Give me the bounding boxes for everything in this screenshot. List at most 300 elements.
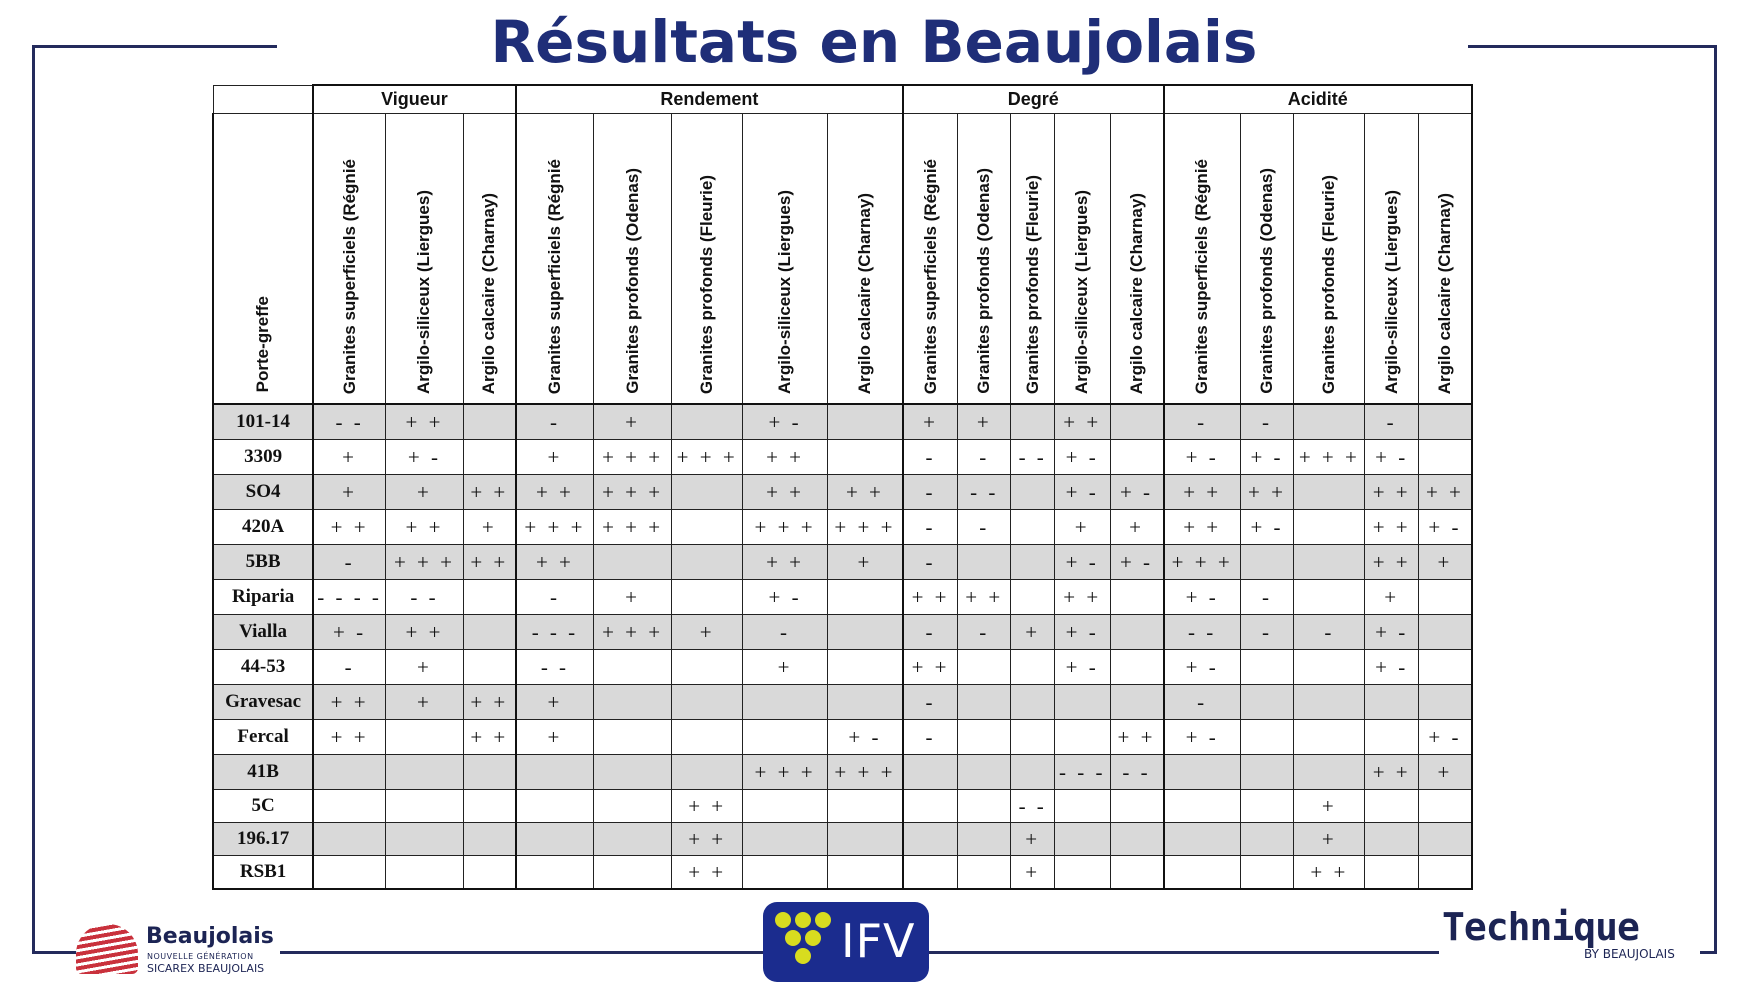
table-cell: + +	[743, 545, 828, 580]
table-cell	[1294, 545, 1365, 580]
group-header: Vigueur	[313, 85, 516, 114]
table-cell: + +	[1294, 856, 1365, 890]
table-cell	[1011, 580, 1054, 615]
table-cell	[903, 790, 958, 823]
table-cell: -	[958, 510, 1011, 545]
rootstock-name: 5BB	[213, 545, 313, 580]
column-header	[1164, 114, 1241, 405]
column-header	[516, 114, 594, 405]
table-cell: -	[903, 545, 958, 580]
table-cell: + -	[1418, 510, 1472, 545]
table-cell: + -	[1164, 440, 1241, 475]
table-cell: + +	[827, 475, 903, 510]
table-cell	[386, 790, 464, 823]
table-cell: + -	[1054, 475, 1110, 510]
table-cell	[672, 580, 743, 615]
table-cell: +	[958, 404, 1011, 440]
column-header-row	[213, 114, 1472, 405]
frame-left	[32, 45, 35, 954]
table-cell	[463, 650, 515, 685]
results-table	[212, 84, 1473, 890]
table-cell	[827, 856, 903, 890]
table-cell	[594, 823, 672, 856]
table-cell	[1240, 755, 1293, 790]
column-header	[386, 114, 464, 405]
table-cell: + -	[743, 404, 828, 440]
column-header-label: Granites superficiels (Régnié	[1192, 158, 1212, 394]
column-header	[313, 114, 385, 405]
table-cell	[827, 790, 903, 823]
table-cell: - - -	[516, 615, 594, 650]
beaujolais-logo	[76, 920, 276, 978]
column-header-label: Granites profonds (Odenas)	[622, 168, 642, 394]
column-header	[1054, 114, 1110, 405]
table-cell: + -	[1110, 475, 1163, 510]
rootstock-name: 196.17	[213, 823, 313, 856]
table-cell: -	[958, 615, 1011, 650]
table-cell: + +	[313, 685, 385, 720]
table-cell	[672, 650, 743, 685]
table-row	[213, 650, 1472, 685]
ifv-logo-text: IFV	[841, 914, 916, 968]
table-row	[213, 615, 1472, 650]
table-cell: + -	[1164, 650, 1241, 685]
table-cell: -	[903, 720, 958, 755]
table-cell	[827, 580, 903, 615]
table-cell: -	[903, 510, 958, 545]
table-cell: + +	[1365, 510, 1418, 545]
column-header-label: Granites profonds (Odenas)	[1257, 168, 1277, 394]
table-cell	[1294, 580, 1365, 615]
table-cell	[1418, 856, 1472, 890]
table-cell	[672, 404, 743, 440]
table-cell: + +	[313, 510, 385, 545]
table-row	[213, 545, 1472, 580]
table-cell	[1294, 510, 1365, 545]
table-cell	[386, 823, 464, 856]
table-cell: +	[313, 440, 385, 475]
table-cell: -	[313, 650, 385, 685]
table-cell	[313, 755, 385, 790]
table-cell: +	[903, 404, 958, 440]
table-cell: +	[463, 510, 515, 545]
group-header: Rendement	[516, 85, 903, 114]
table-cell: + + +	[743, 755, 828, 790]
table-cell	[1294, 475, 1365, 510]
table-cell: + -	[1365, 615, 1418, 650]
table-cell	[463, 440, 515, 475]
table-cell: + +	[1164, 475, 1241, 510]
table-cell	[516, 823, 594, 856]
group-header: Degré	[903, 85, 1163, 114]
table-cell: + -	[1240, 510, 1293, 545]
table-cell: + +	[386, 510, 464, 545]
table-cell: -	[1240, 615, 1293, 650]
table-cell	[313, 823, 385, 856]
table-cell	[1110, 790, 1163, 823]
table-cell	[1110, 580, 1163, 615]
technique-logo-by: BY BEAUJOLAIS	[1584, 947, 1675, 961]
column-header	[594, 114, 672, 405]
column-header-label: Argilo calcaire (Charnay)	[854, 192, 874, 394]
table-cell: +	[1054, 510, 1110, 545]
table-cell	[1110, 685, 1163, 720]
table-cell: - -	[313, 404, 385, 440]
column-header-label: Argilo-siliceux (Liergues)	[414, 189, 434, 394]
table-cell: + +	[743, 475, 828, 510]
table-cell	[1054, 720, 1110, 755]
table-row	[213, 823, 1472, 856]
table-cell	[386, 856, 464, 890]
table-cell	[1294, 685, 1365, 720]
table-cell	[958, 720, 1011, 755]
table-cell: -	[1240, 404, 1293, 440]
table-cell	[672, 475, 743, 510]
table-cell: + +	[463, 475, 515, 510]
table-cell: - - - -	[313, 580, 385, 615]
column-header	[1365, 114, 1418, 405]
table-cell	[1418, 615, 1472, 650]
table-cell: -	[743, 615, 828, 650]
group-header: Acidité	[1164, 85, 1472, 114]
rootstock-name: RSB1	[213, 856, 313, 890]
table-cell: - -	[1164, 615, 1241, 650]
column-header	[672, 114, 743, 405]
column-header-label: Granites superficiels (Régnié	[544, 158, 564, 394]
table-cell: +	[672, 615, 743, 650]
table-cell	[1054, 685, 1110, 720]
table-cell: + +	[1110, 720, 1163, 755]
table-cell: + -	[1164, 720, 1241, 755]
table-cell: -	[903, 475, 958, 510]
table-cell: + -	[1054, 615, 1110, 650]
column-header	[743, 114, 828, 405]
table-cell: -	[516, 580, 594, 615]
column-header-label: Argilo-siliceux (Liergues)	[1381, 189, 1401, 394]
table-cell	[1110, 404, 1163, 440]
technique-logo	[1442, 905, 1702, 965]
table-cell	[1294, 720, 1365, 755]
table-cell	[743, 823, 828, 856]
table-cell: + + +	[386, 545, 464, 580]
table-cell: +	[386, 650, 464, 685]
table-cell	[594, 790, 672, 823]
table-cell	[1294, 650, 1365, 685]
frame-bottom-mid-left	[280, 951, 763, 954]
rootstock-name: 420A	[213, 510, 313, 545]
table-cell	[958, 685, 1011, 720]
rootstock-name: Riparia	[213, 580, 313, 615]
column-header-label: Granites superficiels (Régnié	[339, 158, 359, 394]
table-cell: - -	[1011, 790, 1054, 823]
rootstock-header-label: Porte-greffe	[253, 295, 273, 392]
table-cell	[594, 720, 672, 755]
group-header-row	[213, 85, 1472, 114]
ifv-logo	[763, 902, 929, 982]
table-cell: + +	[672, 823, 743, 856]
table-cell	[1365, 790, 1418, 823]
table-cell: + -	[1054, 545, 1110, 580]
table-cell: + +	[386, 615, 464, 650]
table-cell	[1011, 475, 1054, 510]
table-cell	[1240, 720, 1293, 755]
table-cell	[672, 720, 743, 755]
table-cell	[958, 545, 1011, 580]
table-cell	[463, 856, 515, 890]
column-header	[1418, 114, 1472, 405]
grape-cluster-icon	[775, 912, 835, 974]
table-cell	[1110, 856, 1163, 890]
table-cell	[594, 650, 672, 685]
rootstock-name: 101-14	[213, 404, 313, 440]
table-cell	[743, 720, 828, 755]
table-cell	[1164, 856, 1241, 890]
table-cell	[1110, 440, 1163, 475]
table-cell	[463, 790, 515, 823]
table-cell: +	[516, 440, 594, 475]
table-cell	[1365, 823, 1418, 856]
column-header	[903, 114, 958, 405]
table-cell	[1294, 755, 1365, 790]
page-title: Résultats en Beaujolais	[490, 8, 1258, 76]
table-cell	[1164, 790, 1241, 823]
table-cell	[1418, 440, 1472, 475]
table-cell: +	[1110, 510, 1163, 545]
table-cell: + +	[672, 790, 743, 823]
table-cell: +	[594, 404, 672, 440]
table-cell	[1054, 790, 1110, 823]
table-cell	[1110, 823, 1163, 856]
table-cell: +	[1418, 545, 1472, 580]
table-cell: - -	[386, 580, 464, 615]
table-cell: + +	[463, 685, 515, 720]
column-header-label: Argilo-siliceux (Liergues)	[1072, 189, 1092, 394]
frame-bottom-mid-right	[929, 951, 1439, 954]
table-cell	[1365, 685, 1418, 720]
table-cell	[958, 650, 1011, 685]
table-cell	[1418, 790, 1472, 823]
table-cell: + -	[1054, 650, 1110, 685]
table-cell: + + +	[827, 755, 903, 790]
table-cell	[1011, 650, 1054, 685]
table-row	[213, 720, 1472, 755]
table-cell: - -	[1110, 755, 1163, 790]
table-cell: + +	[958, 580, 1011, 615]
table-cell	[743, 685, 828, 720]
table-cell	[313, 790, 385, 823]
column-header	[958, 114, 1011, 405]
table-cell: + +	[1365, 475, 1418, 510]
table-cell: +	[313, 475, 385, 510]
table-cell: -	[516, 404, 594, 440]
table-cell: + +	[516, 475, 594, 510]
beaujolais-logo-line1: NOUVELLE GÉNÉRATION	[147, 952, 254, 961]
table-cell: -	[903, 685, 958, 720]
table-cell: +	[594, 580, 672, 615]
table-cell	[903, 755, 958, 790]
rootstock-name: Fercal	[213, 720, 313, 755]
table-cell: +	[743, 650, 828, 685]
table-row	[213, 404, 1472, 440]
table-cell: +	[1011, 823, 1054, 856]
frame-right	[1714, 45, 1717, 954]
table-cell	[827, 440, 903, 475]
rootstock-name: SO4	[213, 475, 313, 510]
table-cell: + +	[903, 580, 958, 615]
table-row	[213, 685, 1472, 720]
table-cell	[594, 685, 672, 720]
table-cell	[594, 755, 672, 790]
table-cell	[958, 823, 1011, 856]
table-cell: + +	[386, 404, 464, 440]
table-cell	[1418, 404, 1472, 440]
rootstock-name: Vialla	[213, 615, 313, 650]
table-cell: + + +	[672, 440, 743, 475]
table-cell: + +	[1054, 580, 1110, 615]
table-cell: + +	[1240, 475, 1293, 510]
table-cell	[672, 545, 743, 580]
table-cell: + -	[1164, 580, 1241, 615]
table-cell: + +	[1418, 475, 1472, 510]
table-cell	[1164, 755, 1241, 790]
table-cell: + +	[1164, 510, 1241, 545]
table-cell: + +	[903, 650, 958, 685]
table-cell: +	[1365, 580, 1418, 615]
table-cell: + + +	[594, 615, 672, 650]
table-cell: -	[903, 440, 958, 475]
table-cell: -	[1365, 404, 1418, 440]
table-cell: + -	[1110, 545, 1163, 580]
table-cell: + + +	[1294, 440, 1365, 475]
table-cell: + -	[1365, 440, 1418, 475]
column-header-label: Granites profonds (Fleurie)	[1319, 174, 1339, 394]
table-cell: - -	[958, 475, 1011, 510]
table-cell: + +	[463, 545, 515, 580]
table-cell: +	[827, 545, 903, 580]
table-cell: +	[1011, 856, 1054, 890]
table-cell	[1365, 856, 1418, 890]
table-cell: +	[1294, 823, 1365, 856]
column-header-label: Granites superficiels (Régnié	[920, 158, 940, 394]
table-cell: + +	[1365, 545, 1418, 580]
technique-logo-main: Technique	[1442, 905, 1639, 949]
table-cell: -	[1240, 580, 1293, 615]
table-cell: + + +	[743, 510, 828, 545]
rootstock-name: Gravesac	[213, 685, 313, 720]
table-cell: + +	[313, 720, 385, 755]
table-cell	[594, 856, 672, 890]
column-header	[1110, 114, 1163, 405]
table-cell	[672, 510, 743, 545]
table-cell	[958, 856, 1011, 890]
table-cell: + +	[672, 856, 743, 890]
table-cell	[1240, 650, 1293, 685]
table-cell: +	[386, 475, 464, 510]
table-cell	[463, 580, 515, 615]
table-cell	[1011, 510, 1054, 545]
table-cell: -	[1294, 615, 1365, 650]
table-cell	[743, 790, 828, 823]
table-cell	[958, 755, 1011, 790]
table-cell: -	[903, 615, 958, 650]
table-row	[213, 510, 1472, 545]
table-cell	[827, 823, 903, 856]
table-cell	[1011, 685, 1054, 720]
table-cell	[1240, 856, 1293, 890]
table-cell	[958, 790, 1011, 823]
table-cell	[1011, 404, 1054, 440]
beaujolais-logo-line2: SICAREX BEAUJOLAIS	[147, 962, 265, 975]
table-cell	[1240, 790, 1293, 823]
table-cell: + + +	[827, 510, 903, 545]
table-cell: + +	[1054, 404, 1110, 440]
table-row	[213, 856, 1472, 890]
table-cell: - - -	[1054, 755, 1110, 790]
table-cell	[903, 823, 958, 856]
table-cell: + + +	[1164, 545, 1241, 580]
table-cell: +	[386, 685, 464, 720]
beaujolais-mark-icon	[76, 924, 138, 974]
table-cell	[1054, 856, 1110, 890]
column-header-label: Argilo-siliceux (Liergues)	[775, 189, 795, 394]
table-cell: + + +	[516, 510, 594, 545]
table-cell	[1418, 685, 1472, 720]
table-cell	[903, 856, 958, 890]
table-cell: +	[1011, 615, 1054, 650]
column-header-label: Argilo calcaire (Charnay)	[479, 192, 499, 394]
table-cell: + +	[516, 545, 594, 580]
table-cell	[1011, 755, 1054, 790]
table-cell	[516, 790, 594, 823]
table-cell	[672, 755, 743, 790]
table-cell	[1418, 650, 1472, 685]
table-cell	[1240, 685, 1293, 720]
table-cell	[1110, 615, 1163, 650]
table-cell: + + +	[594, 475, 672, 510]
table-cell	[1418, 580, 1472, 615]
table-cell	[672, 685, 743, 720]
column-header	[827, 114, 903, 405]
table-cell	[1110, 650, 1163, 685]
table-cell	[386, 755, 464, 790]
column-header-label: Granites profonds (Fleurie)	[697, 174, 717, 394]
table-cell	[463, 404, 515, 440]
table-cell: + + +	[594, 510, 672, 545]
table-cell	[827, 404, 903, 440]
table-cell: - -	[1011, 440, 1054, 475]
table-cell	[827, 685, 903, 720]
table-cell	[1011, 720, 1054, 755]
table-cell	[463, 823, 515, 856]
table-cell: + -	[743, 580, 828, 615]
corner-cell	[213, 85, 313, 114]
table-cell: -	[1164, 685, 1241, 720]
table-row	[213, 475, 1472, 510]
table-cell	[827, 650, 903, 685]
table-cell	[313, 856, 385, 890]
table-cell	[516, 755, 594, 790]
table-cell	[594, 545, 672, 580]
column-header	[463, 114, 515, 405]
rootstock-header	[213, 114, 313, 405]
table-row	[213, 440, 1472, 475]
frame-bottom-right	[1700, 951, 1717, 954]
table-cell	[743, 856, 828, 890]
table-cell	[1294, 404, 1365, 440]
table-cell	[1011, 545, 1054, 580]
column-header	[1294, 114, 1365, 405]
table-cell: +	[1418, 755, 1472, 790]
